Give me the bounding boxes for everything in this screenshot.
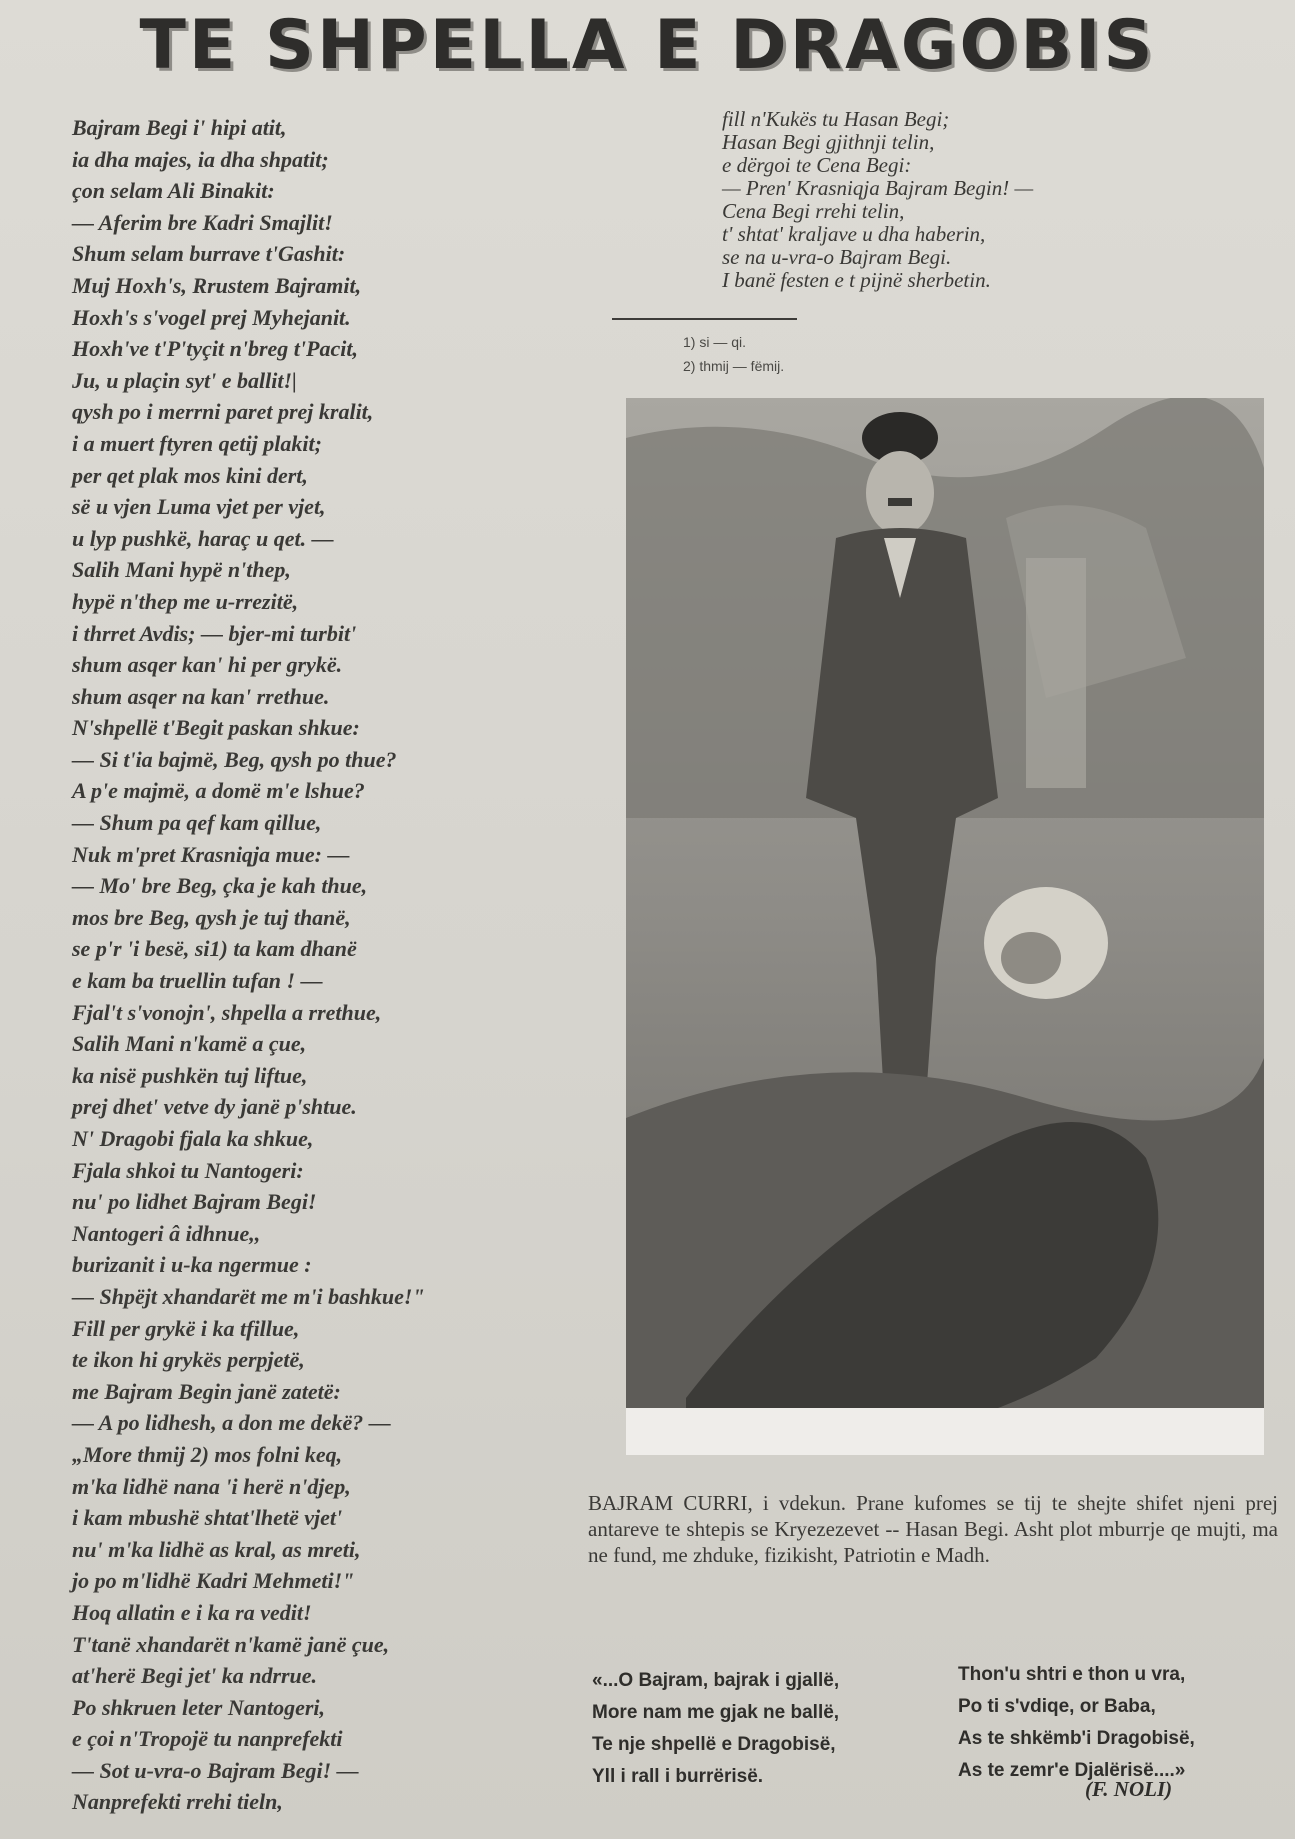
poem-left-line: ia dha majes, ia dha shpatit; xyxy=(72,146,329,172)
footnotes xyxy=(683,330,784,378)
poem-left-line: e çoi n'Tropojë tu nanprefekti xyxy=(72,1726,343,1752)
poem-left-line: per qet plak mos kini dert, xyxy=(72,462,308,488)
poem-left-line: u lyp pushkë, haraç u qet. — xyxy=(72,525,334,551)
poem-left-line: nu' m'ka lidhë as kral, as mreti, xyxy=(72,1536,361,1562)
poem-left-line: burizanit i u-ka ngermue : xyxy=(72,1252,312,1278)
photo-bajram-curri xyxy=(626,398,1264,1455)
verse-right-line: As te zemr'e Djalërisë....» xyxy=(958,1760,1186,1781)
headline: TE SHPELLA E DRAGOBIS xyxy=(139,6,1156,85)
poem-left-line: Nuk m'pret Krasniqja mue: — xyxy=(72,841,350,867)
poem-left-line: A p'e majmë, a domë m'e lshue? xyxy=(72,778,365,804)
poem-left-line: i thrret Avdis; — bjer-mi turbit' xyxy=(72,620,357,646)
poem-left-line: te ikon hi grykës perpjetë, xyxy=(72,1347,305,1373)
photo-caption: BAJRAM CURRI, i vdekun. Prane kufomes se tij te shejte shifet njeni prej antareve te shtepis se Kryezezevet -- Hasan Begi. Asht plot mburrje qe mujti, ma ne fund, me zhduke, fizikisht, Patriotin e Madh. xyxy=(588,1491,1278,1567)
footnote-2: 2) thmij — fëmij. xyxy=(683,358,785,374)
footnote-rule xyxy=(612,318,797,320)
verse-left-line: Te nje shpellë e Dragobisë, xyxy=(592,1734,836,1755)
poem-left-line: Nantogeri â idhnue,, xyxy=(72,1220,261,1246)
photo-illustration xyxy=(626,398,1264,1455)
signature: (F. NOLI) xyxy=(1085,1777,1173,1801)
poem-left-line: N'shpellë t'Begit paskan shkue: xyxy=(72,715,360,741)
poem-left-line: Nanprefekti rrehi tieln, xyxy=(72,1789,283,1815)
verse-left-line: More nam me gjak ne ballë, xyxy=(592,1702,840,1723)
poem-left-line: nu' po lidhet Bajram Begi! xyxy=(72,1189,317,1215)
poem-left-line: Bajram Begi i' hipi atit, xyxy=(72,115,287,140)
poem-left-line: prej dhet' vetve dy janë p'shtue. xyxy=(72,1094,357,1120)
poem-left-line: me Bajram Begin janë zatetë: xyxy=(72,1378,341,1404)
poem-left-line: Salih Mani n'kamë a çue, xyxy=(72,1031,307,1057)
poem-left-line: — Si t'ia bajmë, Beg, qysh po thue? xyxy=(72,746,397,772)
poem-right-line: t' shtat' kraljave u dha haberin, xyxy=(722,222,986,246)
poem-left-line: — Shpëjt xhandarët me m'i bashkue!" xyxy=(72,1283,425,1309)
poem-left-line: T'tanë xhandarët n'kamë janë çue, xyxy=(72,1631,390,1657)
poem-left-line: „More thmij 2) mos folni keq, xyxy=(72,1441,343,1467)
poem-left-line: shum asqer na kan' rrethue. xyxy=(72,683,330,709)
poem-left-line: — Shum pa qef kam qillue, xyxy=(72,810,322,836)
poem-left-line: qysh po i merrni paret prej kralit, xyxy=(72,399,374,425)
poem-left-line: jo po m'lidhë Kadri Mehmeti!" xyxy=(72,1568,355,1594)
poem-left-line: mos bre Beg, qysh je tuj thanë, xyxy=(72,904,351,930)
poem-left-line: Hoq allatin e i ka ra vedit! xyxy=(72,1599,312,1625)
poem-left-line: Ju, u plaçin syt' e ballit!| xyxy=(72,367,297,393)
poem-left-line: çon selam Ali Binakit: xyxy=(72,178,275,204)
verse-left-line: «...O Bajram, bajrak i gjallë, xyxy=(592,1670,840,1691)
poem-left-line: ka nisë pushkën tuj liftue, xyxy=(72,1062,308,1088)
poem-right-line: e dërgoi te Cena Begi: xyxy=(722,153,912,177)
poem-left-line: së u vjen Luma vjet per vjet, xyxy=(72,494,326,520)
poem-right-column xyxy=(722,108,1033,292)
poem-left-line: Salih Mani hypë n'thep, xyxy=(72,557,291,583)
verse-right-line: As te shkëmb'i Dragobisë, xyxy=(958,1728,1195,1749)
poem-left-line: — Aferim bre Kadri Smajlit! xyxy=(72,209,333,235)
poem-right-line: Cena Begi rrehi telin, xyxy=(722,199,905,223)
poem-left-line: at'herë Begi jet' ka ndrrue. xyxy=(72,1663,318,1689)
poem-right-line: — Pren' Krasniqja Bajram Begin! — xyxy=(722,176,1034,200)
poem-left-line: Hoxh've t'P'tyçit n'breg t'Pacit, xyxy=(72,336,358,362)
poem-left-line: N' Dragobi fjala ka shkue, xyxy=(72,1126,314,1151)
poem-left-line: hypë n'thep me u-rrezitë, xyxy=(72,588,299,614)
poem-left-line: i kam mbushë shtat'lhetë vjet' xyxy=(72,1505,343,1531)
poem-left-line: Po shkruen leter Nantogeri, xyxy=(72,1694,326,1720)
poem-left-line: m'ka lidhë nana 'i herë n'djep, xyxy=(72,1473,351,1499)
poem-left-line: Fjala shkoi tu Nantogeri: xyxy=(72,1157,304,1183)
poem-right-line: fill n'Kukës tu Hasan Begi; xyxy=(722,107,950,131)
poem-left-line: se p'r 'i besë, si1) ta kam dhanë xyxy=(72,936,357,962)
poem-left-line: — Mo' bre Beg, çka je kah thue, xyxy=(72,873,368,899)
poem-left-line: shum asqer kan' hi per grykë. xyxy=(72,652,343,678)
poem-left-line: Fjal't s'vonojn', shpella a rrethue, xyxy=(72,999,382,1025)
verse-right-line: Po ti s'vdiqe, or Baba, xyxy=(958,1696,1156,1717)
footnote-1: 1) si — qi. xyxy=(683,334,747,350)
poem-left-line: — A po lidhesh, a don me dekë? — xyxy=(72,1410,391,1436)
noli-verse-right xyxy=(958,1659,1195,1787)
poem-left-line: e kam ba truellin tufan ! — xyxy=(72,968,323,994)
verse-right-line: Thon'u shtri e thon u vra, xyxy=(958,1664,1186,1685)
poem-left-line: i a muert ftyren qetij plakit; xyxy=(72,430,322,456)
poem-left-line: Shum selam burrave t'Gashit: xyxy=(72,241,346,267)
poem-right-line: se na u-vra-o Bajram Begi. xyxy=(722,245,952,269)
verse-left-line: Yll i rall i burrërisë. xyxy=(592,1766,764,1787)
poem-left-line: — Sot u-vra-o Bajram Begi! — xyxy=(72,1757,359,1783)
poem-left-line: Fill per grykë i ka tfillue, xyxy=(72,1315,300,1341)
poem-left-column xyxy=(72,112,425,1818)
poem-left-line: Hoxh's s'vogel prej Myhejanit. xyxy=(72,304,351,330)
poem-right-line: I banë festen e t pijnë sherbetin. xyxy=(722,268,991,292)
noli-verse-left xyxy=(592,1665,839,1793)
poem-right-line: Hasan Begi gjithnji telin, xyxy=(722,130,935,154)
poem-left-line: Muj Hoxh's, Rrustem Bajramit, xyxy=(72,272,362,298)
